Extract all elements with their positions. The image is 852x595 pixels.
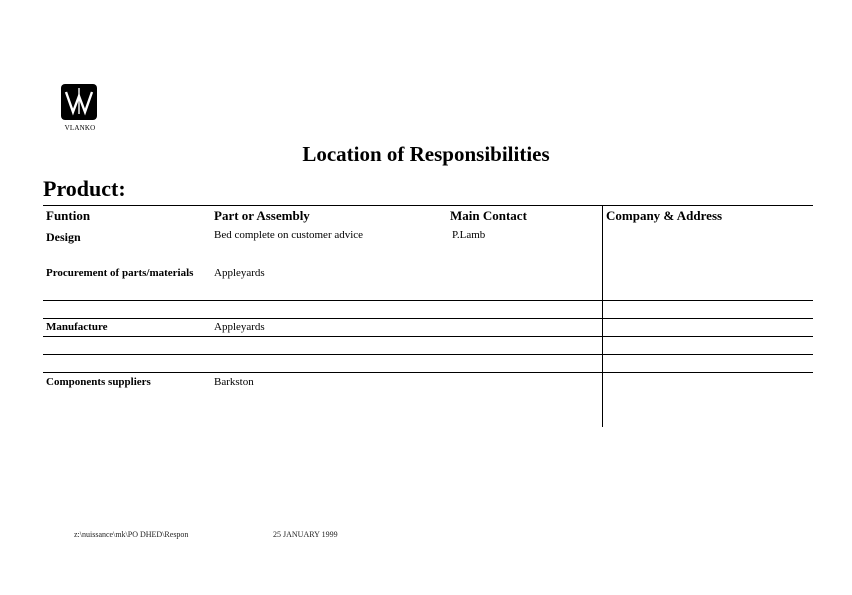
header-contact: Main Contact — [450, 208, 527, 223]
row-part: Barkston — [214, 376, 254, 388]
page-title: Location of Responsibilities — [302, 142, 550, 166]
row-contact: P.Lamb — [452, 229, 486, 241]
row-rule — [43, 300, 813, 301]
footer-date: 25 JANUARY 1999 — [273, 530, 338, 539]
row-part: Bed complete on customer advice — [214, 229, 364, 241]
row-rule — [43, 354, 813, 355]
header-part: Part or Assembly — [214, 208, 310, 223]
header-function: Funtion — [46, 208, 91, 223]
row-rule — [43, 318, 813, 319]
logo-caption: VLANKO — [64, 124, 96, 132]
row-rule — [43, 336, 813, 337]
row-function: Design — [46, 230, 81, 244]
header-company: Company & Address — [606, 208, 723, 223]
column-divider — [602, 205, 603, 427]
product-label: Product: — [43, 176, 126, 201]
row-part: Appleyards — [214, 267, 265, 279]
row-part: Appleyards — [214, 321, 265, 333]
row-function: Procurement of parts/materials — [46, 267, 194, 279]
footer-file-path: z:\nuissance\mk\PO DHED\Respon — [74, 530, 189, 539]
row-function: Manufacture — [46, 321, 108, 333]
row-function: Components suppliers — [46, 376, 151, 388]
table-top-rule — [43, 205, 813, 206]
row-rule — [43, 372, 813, 373]
company-logo — [61, 84, 97, 120]
